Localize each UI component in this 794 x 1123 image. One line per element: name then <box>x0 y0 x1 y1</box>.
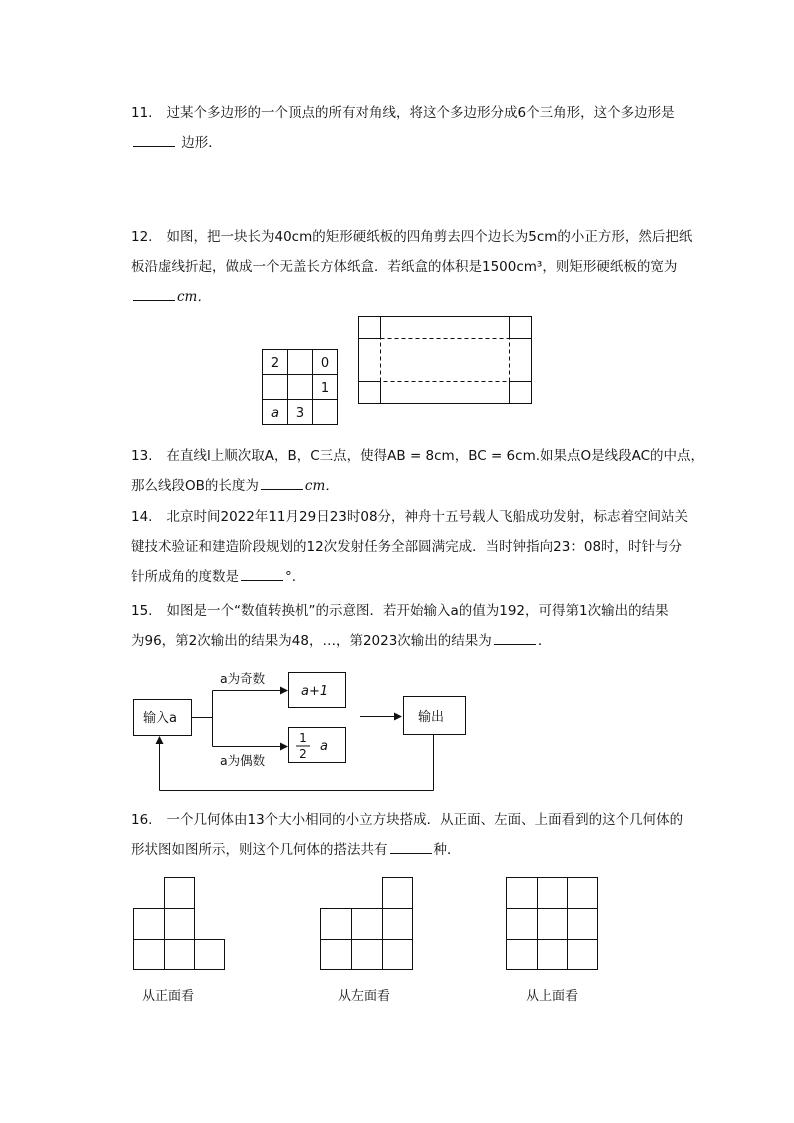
grid-cell: a <box>271 406 279 421</box>
answer-blank <box>261 474 303 490</box>
q11-line2: 边形． <box>131 128 691 158</box>
fraction-numerator: 1 <box>299 731 307 745</box>
question-14 <box>131 502 691 592</box>
fraction-variable: a <box>320 739 328 754</box>
front-view-caption: 从正面看 <box>142 989 195 1004</box>
q14-number: 14. <box>131 509 153 525</box>
q15-number: 15. <box>131 603 153 619</box>
odd-label: a为奇数 <box>220 671 266 686</box>
top-view-caption: 从上面看 <box>526 989 579 1004</box>
q15-line2: 为96，第2次输出的结果为48，…，第2023次输出的结果为 ． <box>131 626 691 656</box>
grid-cell: 2 <box>270 356 280 371</box>
even-op-box <box>289 728 346 763</box>
odd-op-label: a+1 <box>301 684 329 699</box>
q14-line3: 针所成角的度数是 °. <box>131 562 691 592</box>
answer-blank <box>494 629 536 645</box>
number-grid-figure <box>262 349 340 427</box>
answer-blank <box>133 131 175 147</box>
answer-blank <box>241 565 283 581</box>
top-view-figure <box>506 877 601 972</box>
input-label: 输入a <box>143 711 177 726</box>
q12-line2: 板沿虚线折起，做成一个无盖长方体纸盒．若纸盒的体积是1500cm³，则矩形硬纸板的宽为 <box>131 259 678 275</box>
answer-blank <box>390 838 432 854</box>
q13-line1: 13. 在直线l上顺次取A，B，C三点，使得AB = 8cm，BC = 6cm.如果点O是线段AC的中点， <box>131 448 705 464</box>
answer-blank <box>133 285 175 301</box>
left-view-caption: 从左面看 <box>338 989 391 1004</box>
grid-cell: 1 <box>320 381 330 396</box>
fraction-denominator: 2 <box>299 747 307 761</box>
q13-line2: 那么线段OB的长度为 cm． <box>131 471 691 501</box>
q15-line1: 15. 如图是一个“数值转换机”的示意图．若开始输入a的值为192，可得第1次输出的结果 <box>131 603 669 619</box>
q16-line2: 形状图如图所示，则这个几何体的搭法共有 种． <box>131 835 691 865</box>
q12-line1: 12. 如图，把一块长为40cm的矩形硬纸板的四角剪去四个边长为5cm的小正方形，然后把纸 <box>131 229 693 245</box>
question-11 <box>131 98 691 158</box>
flowchart-figure <box>130 666 475 796</box>
q11-line1: 11. 过某个多边形的一个顶点的所有对角线，将这个多边形分成6个三角形，这个多边形是 <box>131 105 675 121</box>
q16-line1: 16. 一个几何体由13个大小相同的小立方块搭成．从正面、左面、上面看到的这个几何体的 <box>131 812 684 828</box>
q14-line1: 14. 北京时间2022年11月29日23时08分，神舟十五号载人飞船成功发射，标志着空间站关 <box>131 509 689 525</box>
question-15 <box>131 596 691 656</box>
front-view-figure <box>133 877 228 972</box>
cardboard-figure <box>358 316 534 406</box>
grid-cell: 3 <box>295 406 305 421</box>
question-13 <box>131 441 705 501</box>
q11-number: 11. <box>131 105 153 121</box>
q13-number: 13. <box>131 448 153 464</box>
q12-number: 12. <box>131 229 153 245</box>
q16-number: 16. <box>131 812 153 828</box>
even-label: a为偶数 <box>220 753 266 768</box>
left-view-figure <box>320 877 415 972</box>
question-16 <box>131 805 691 865</box>
q12-line3: cm． <box>131 282 691 312</box>
output-label: 输出 <box>418 710 445 725</box>
grid-cell: 0 <box>320 356 330 371</box>
question-12 <box>131 222 691 312</box>
q14-line2: 键技术验证和建造阶段规划的12次发射任务全部圆满完成．当时钟指向23：08时，时针与分 <box>131 539 683 555</box>
